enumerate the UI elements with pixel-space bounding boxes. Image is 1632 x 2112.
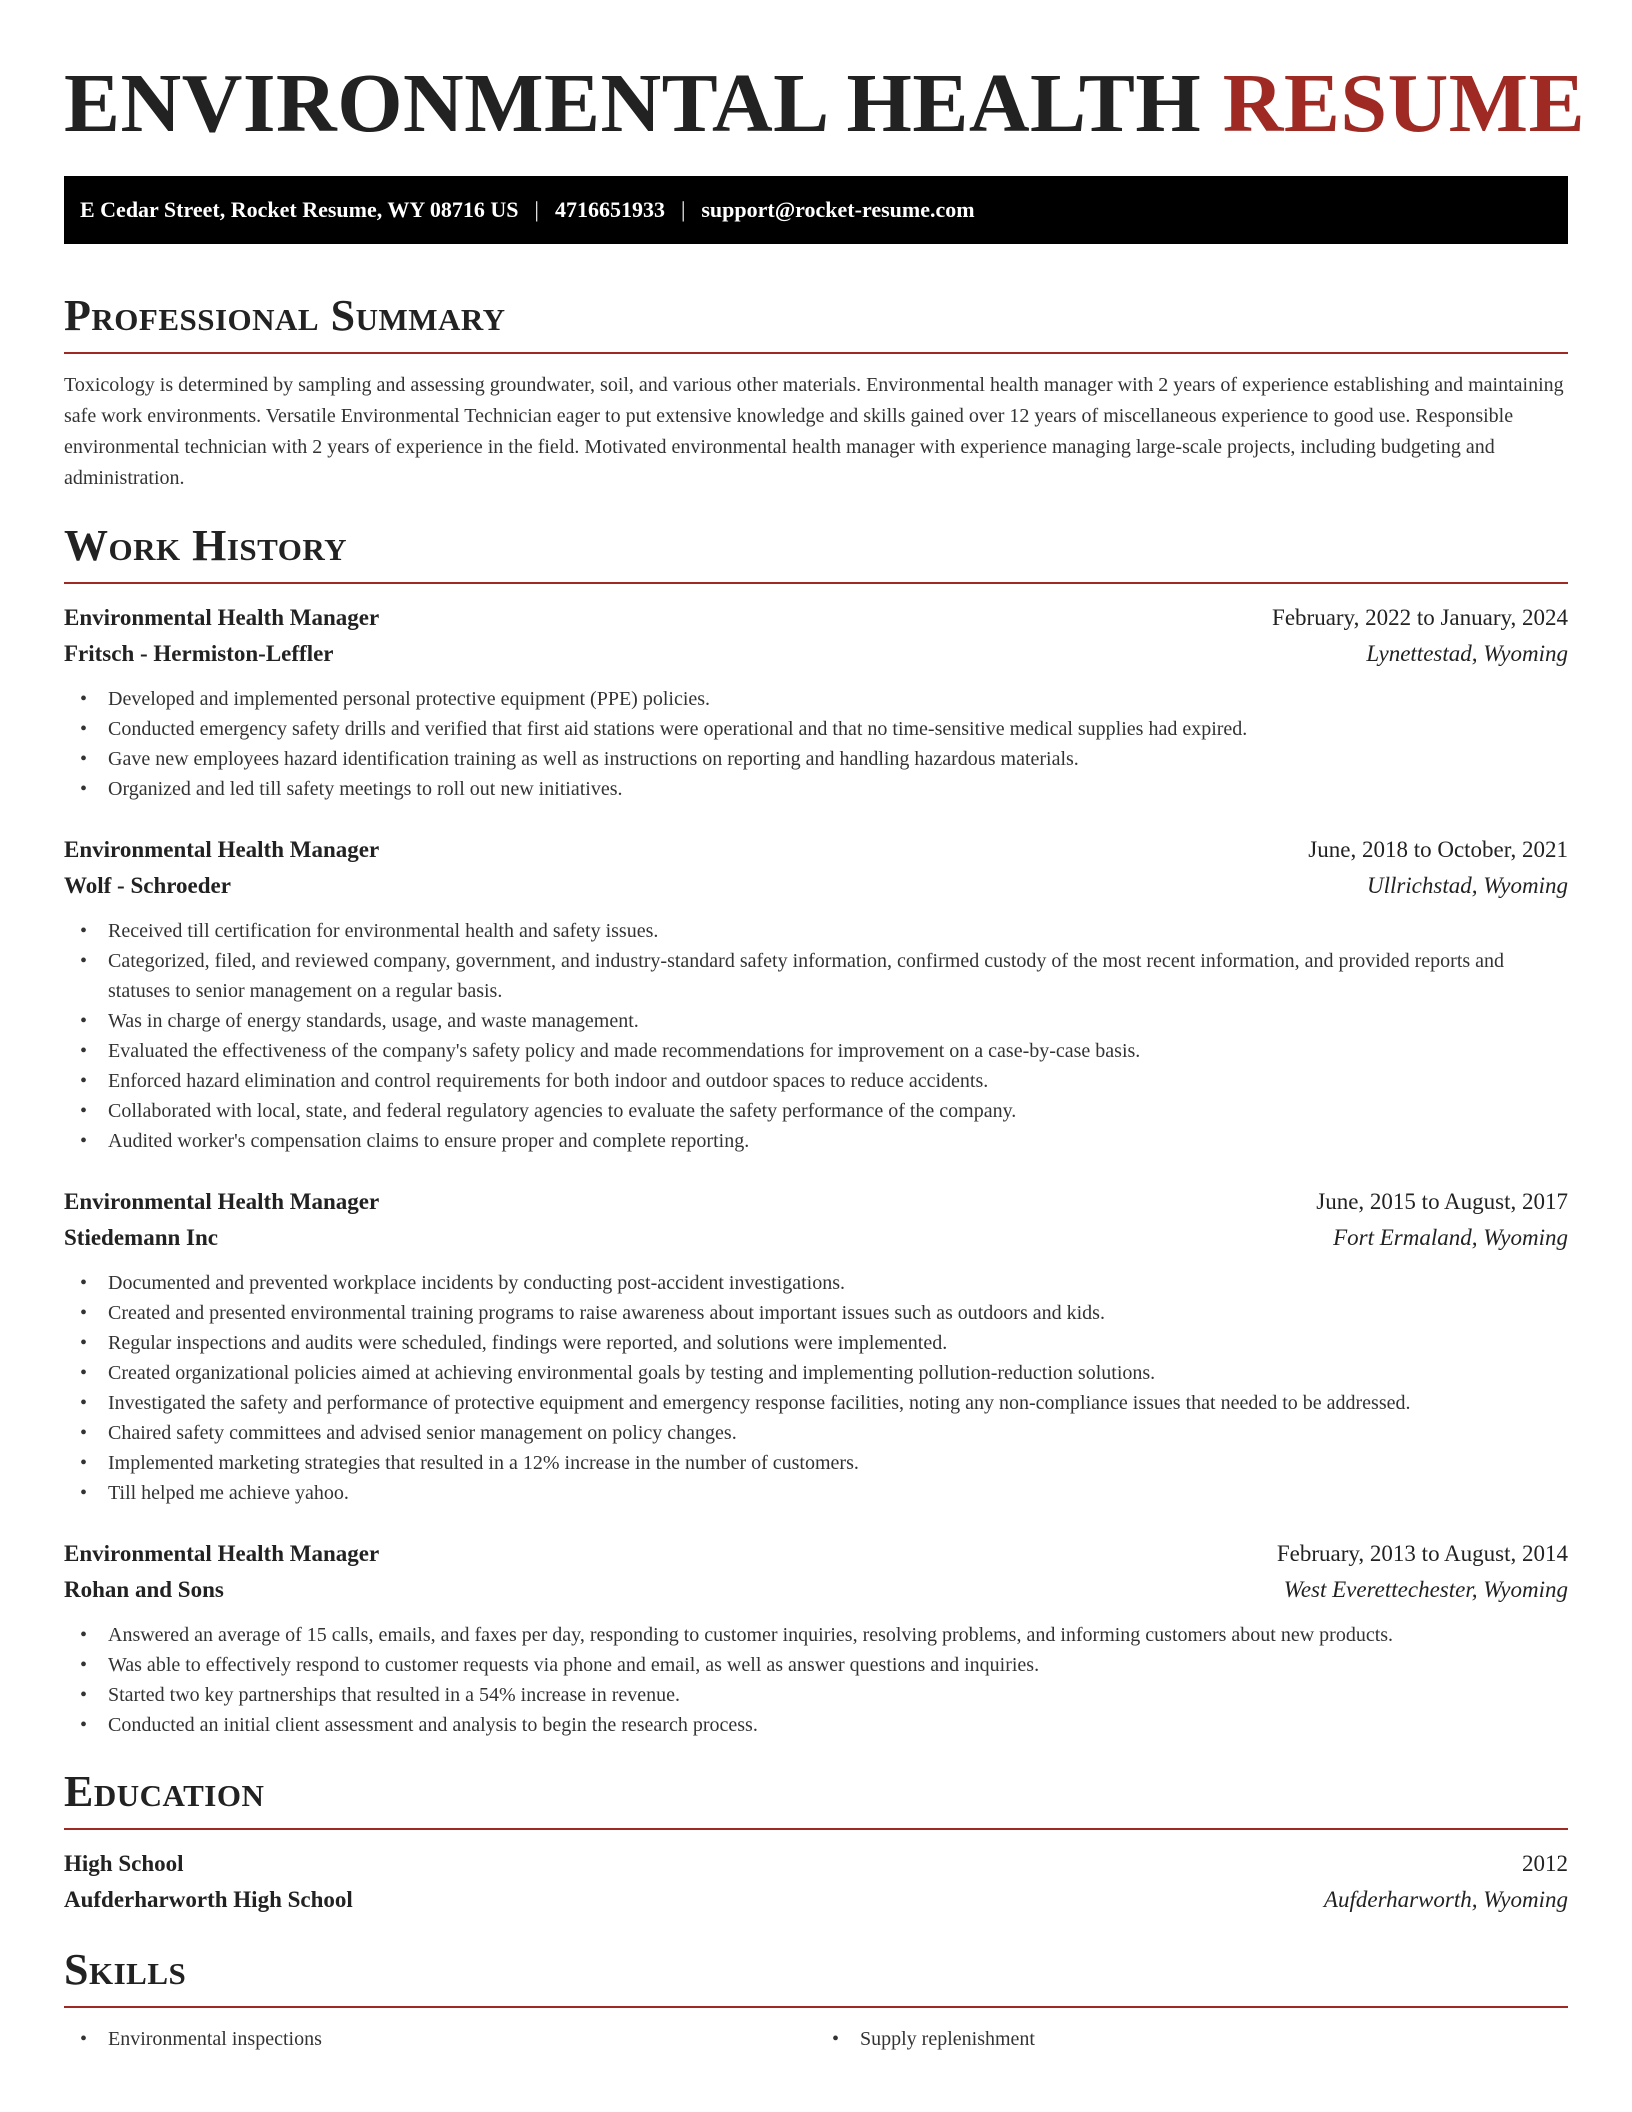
- job-bullet: • Gave new employees hazard identification training as well as instructions on reporting and handling hazardous materials.: [64, 744, 1568, 774]
- job-bullet: • Audited worker's compensation claims to ensure proper and complete reporting.: [64, 1126, 1568, 1156]
- job-bullet: • Was able to effectively respond to customer requests via phone and email, as well as answer questions and inquiries.: [64, 1650, 1568, 1680]
- job-row-top: [64, 1184, 1568, 1220]
- education-location: Aufderharworth, Wyoming: [1323, 1887, 1568, 1912]
- job-dates: June, 2015 to August, 2017: [1316, 1189, 1568, 1214]
- education-section: [64, 1768, 1568, 1918]
- job-location: West Everettechester, Wyoming: [1283, 1577, 1568, 1602]
- job-bullet: • Received till certification for environmental health and safety issues.: [64, 916, 1568, 946]
- job-bullet: • Till helped me achieve yahoo.: [64, 1478, 1568, 1508]
- skills-columns: [64, 2024, 1568, 2054]
- job-bullet-list: [64, 1268, 1568, 1508]
- education-degree: High School: [64, 1851, 184, 1876]
- education-year: 2012: [1522, 1851, 1568, 1876]
- contact-phone[interactable]: 4716651933: [554, 197, 665, 222]
- job-dates: June, 2018 to October, 2021: [1308, 837, 1568, 862]
- contact-email[interactable]: support@rocket-resume.com: [701, 197, 975, 222]
- job-company: Wolf - Schroeder: [64, 873, 231, 898]
- job-entry: [64, 1184, 1568, 1508]
- job-row-bottom: [64, 1220, 1568, 1256]
- job-bullet: • Conducted emergency safety drills and verified that first aid stations were operational and that no time-sensitive medical supplies had expired.: [64, 714, 1568, 744]
- job-bullet: • Enforced hazard elimination and control requirements for both indoor and outdoor spaces to reduce accidents.: [64, 1066, 1568, 1096]
- job-row-top: [64, 600, 1568, 636]
- job-bullet: • Evaluated the effectiveness of the company's safety policy and made recommendations for improvement on a case-by-case basis.: [64, 1036, 1568, 1066]
- job-bullet-list: [64, 1620, 1568, 1740]
- job-entry: [64, 600, 1568, 804]
- job-bullet: • Developed and implemented personal protective equipment (PPE) policies.: [64, 684, 1568, 714]
- job-row-bottom: [64, 1572, 1568, 1608]
- summary-text: Toxicology is determined by sampling and assessing groundwater, soil, and various other materials. Environmental health manager with 2 years of experience establishing and maintaining safe work environments. Versatile Environmental Technician eager to put extensive knowledge and skills gained over 12 years of miscellaneous experience to good use. Responsible environmental technician with 2 years of experience in the field. Motivated environmental health manager with experience managing large-scale projects, including budgeting and administration.: [64, 374, 1564, 489]
- job-bullet-list: [64, 916, 1568, 1156]
- job-dates: February, 2013 to August, 2014: [1276, 1541, 1568, 1566]
- job-title: Environmental Health Manager: [64, 605, 380, 630]
- job-location: Lynettestad, Wyoming: [1366, 641, 1568, 666]
- job-company: Rohan and Sons: [64, 1577, 224, 1602]
- work-history-heading: Work History: [64, 522, 1568, 584]
- job-bullet: • Documented and prevented workplace incidents by conducting post-accident investigations.: [64, 1268, 1568, 1298]
- contact-address: E Cedar Street, Rocket Resume, WY 08716 US: [80, 197, 519, 222]
- job-dates: February, 2022 to January, 2024: [1272, 605, 1568, 630]
- job-bullet: • Regular inspections and audits were scheduled, findings were reported, and solutions were implemented.: [64, 1328, 1568, 1358]
- job-entry: [64, 832, 1568, 1156]
- job-bullet: • Created organizational policies aimed at achieving environmental goals by testing and implementing pollution-reduction solutions.: [64, 1358, 1568, 1388]
- skills-heading: Skills: [64, 1946, 1568, 2008]
- job-location: Fort Ermaland, Wyoming: [1333, 1225, 1568, 1250]
- job-bullet: • Was in charge of energy standards, usage, and waste management.: [64, 1006, 1568, 1036]
- job-bullet: • Started two key partnerships that resulted in a 54% increase in revenue.: [64, 1680, 1568, 1710]
- contact-bar: [64, 176, 1568, 244]
- job-title: Environmental Health Manager: [64, 837, 380, 862]
- title-accent: RESUME: [1222, 57, 1586, 150]
- job-bullet: • Created and presented environmental training programs to raise awareness about important issues such as outdoors and kids.: [64, 1298, 1568, 1328]
- job-bullet: • Implemented marketing strategies that resulted in a 12% increase in the number of customers.: [64, 1448, 1568, 1478]
- job-list: [64, 600, 1568, 1740]
- job-bullet: • Investigated the safety and performance of protective equipment and emergency response facilities, noting any non-compliance issues that needed to be addressed.: [64, 1388, 1568, 1418]
- job-bullet: • Collaborated with local, state, and federal regulatory agencies to evaluate the safety performance of the company.: [64, 1096, 1568, 1126]
- job-row-bottom: [64, 868, 1568, 904]
- job-bullet: • Conducted an initial client assessment and analysis to begin the research process.: [64, 1710, 1568, 1740]
- summary-heading: Professional Summary: [64, 292, 1568, 354]
- resume-title: [64, 0, 1586, 176]
- skills-column-left: [64, 2024, 816, 2054]
- job-bullet: • Chaired safety committees and advised senior management on policy changes.: [64, 1418, 1568, 1448]
- education-row-top: [64, 1846, 1568, 1882]
- summary-section: [64, 292, 1568, 494]
- education-row-bottom: [64, 1882, 1568, 1918]
- contact-separator: |: [680, 197, 686, 222]
- job-row-top: [64, 1536, 1568, 1572]
- job-location: Ullrichstad, Wyoming: [1366, 873, 1568, 898]
- job-entry: [64, 1536, 1568, 1740]
- job-company: Stiedemann Inc: [64, 1225, 218, 1250]
- job-bullet: • Categorized, filed, and reviewed company, government, and industry-standard safety information, confirmed custody of the most recent information, and provided reports and statuses to senior management on a regular basis.: [64, 946, 1568, 1006]
- title-main: ENVIRONMENTAL HEALTH: [64, 57, 1202, 150]
- work-history-section: [64, 522, 1568, 1740]
- job-row-bottom: [64, 636, 1568, 672]
- skills-section: [64, 1946, 1568, 2054]
- job-bullet-list: [64, 684, 1568, 804]
- skill-item: • Environmental inspections: [64, 2024, 816, 2054]
- education-entry: [64, 1846, 1568, 1918]
- skills-column-right: [816, 2024, 1568, 2054]
- contact-separator: |: [534, 197, 539, 222]
- job-title: Environmental Health Manager: [64, 1541, 380, 1566]
- job-company: Fritsch - Hermiston-Leffler: [64, 641, 334, 666]
- job-bullet: • Organized and led till safety meetings to roll out new initiatives.: [64, 774, 1568, 804]
- skill-item: • Supply replenishment: [816, 2024, 1568, 2054]
- job-row-top: [64, 832, 1568, 868]
- education-heading: Education: [64, 1768, 1568, 1830]
- job-bullet: • Answered an average of 15 calls, emails, and faxes per day, responding to customer inquiries, resolving problems, and informing customers about new products.: [64, 1620, 1568, 1650]
- job-title: Environmental Health Manager: [64, 1189, 380, 1214]
- education-school: Aufderharworth High School: [64, 1887, 353, 1912]
